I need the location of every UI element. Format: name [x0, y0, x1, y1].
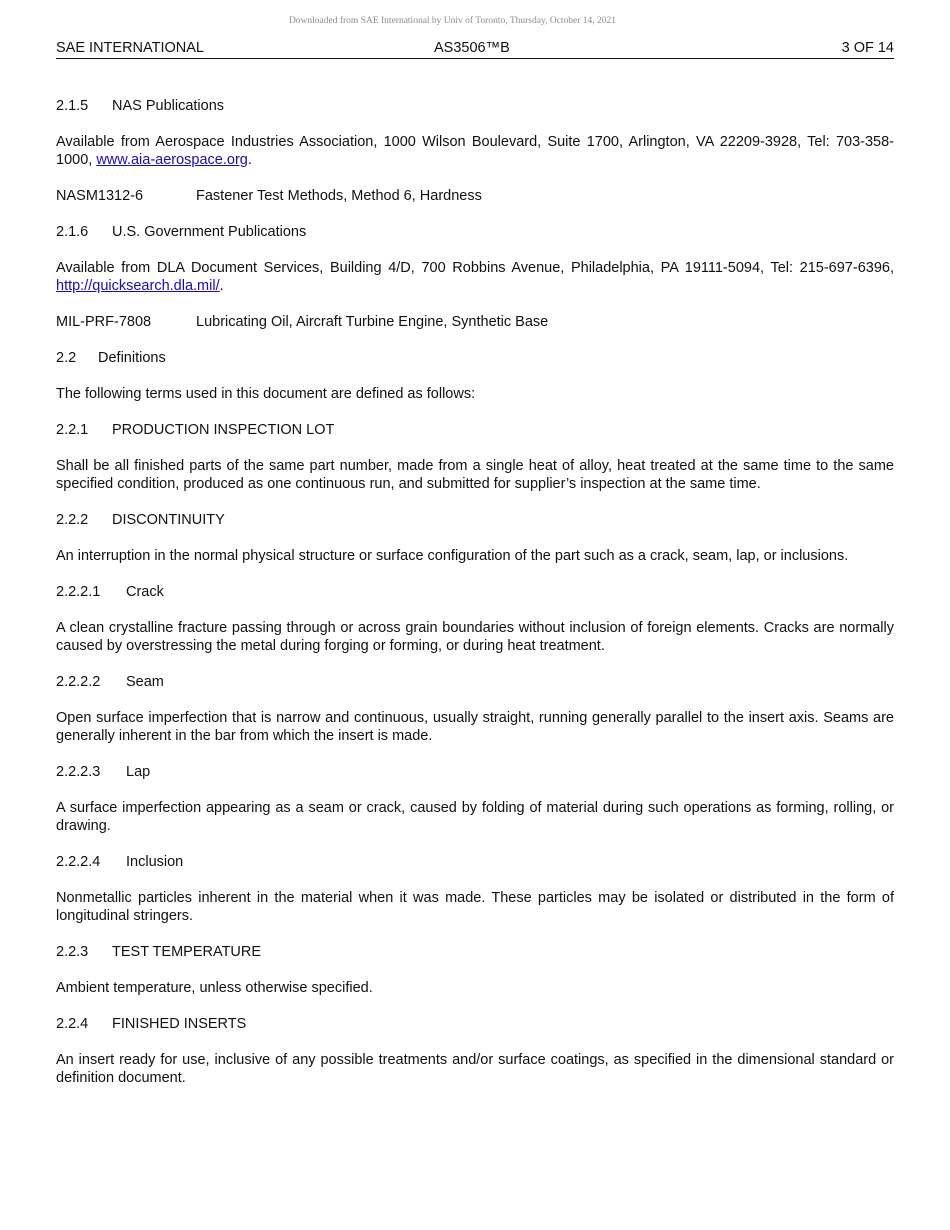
section-title: Inclusion [126, 854, 184, 870]
section-2-2-3-heading [56, 943, 894, 961]
section-2-2-2-1-heading [56, 583, 894, 601]
spec-row-mil-prf-7808 [56, 313, 894, 331]
section-title: Seam [126, 674, 164, 690]
dla-quicksearch-link[interactable]: http://quicksearch.dla.mil/ [56, 278, 220, 294]
spec-title: Fastener Test Methods, Method 6, Hardness [196, 188, 482, 204]
section-number: 2.2.2.3 [56, 764, 101, 780]
section-number: 2.2.2 [56, 512, 89, 528]
section-2-1-6-availability: Available from DLA Document Services, Building 4/D, 700 Robbins Avenue, Philadelphia, PA 19111-5094, Tel: 215-697-6396, http://quicksearch.dla.mil/. [56, 260, 894, 294]
header-page-number: 3 OF 14 [841, 40, 894, 56]
section-title: U.S. Government Publications [112, 224, 307, 240]
section-title: DISCONTINUITY [112, 512, 225, 528]
section-number: 2.2.3 [56, 944, 89, 960]
section-2-1-6-heading [56, 223, 894, 241]
section-number: 2.2.2.4 [56, 854, 101, 870]
section-2-2-2-4-body: Nonmetallic particles inherent in the material when it was made. These particles may be isolated or distributed in the form of longitudinal stringers. [56, 890, 894, 924]
section-title: Crack [126, 584, 164, 600]
spec-code: NASM1312-6 [56, 188, 144, 204]
section-2-2-2-3-body: A surface imperfection appearing as a seam or crack, caused by folding of material during such operations as forming, rolling, or drawing. [56, 800, 894, 834]
section-2-2-body: The following terms used in this document are defined as follows: [56, 386, 476, 402]
section-2-2-2-1-body: A clean crystalline fracture passing through or across grain boundaries without inclusion of foreign elements. Cracks are normally caused by overstressing the metal during forging or forming, or during heat treatment. [56, 620, 894, 654]
spec-code: MIL-PRF-7808 [56, 314, 152, 330]
section-2-2-heading [56, 349, 894, 367]
aia-website-link[interactable]: www.aia-aerospace.org [96, 152, 248, 168]
document-body [56, 97, 894, 1105]
section-2-2-4-body: An insert ready for use, inclusive of any possible treatments and/or surface coatings, as specified in the dimensional standard or definition document. [56, 1052, 894, 1086]
section-number: 2.1.5 [56, 98, 89, 114]
section-number: 2.1.6 [56, 224, 89, 240]
header-doc-number: AS3506™B [434, 40, 510, 56]
section-number: 2.2 [56, 350, 77, 366]
spec-row-nasm1312-6 [56, 187, 894, 205]
section-2-2-1-heading [56, 421, 894, 439]
section-2-2-1-body: Shall be all finished parts of the same part number, made from a single heat of alloy, heat treated at the same time to the same specified condition, produced as one continuous run, and submitted for supplier’s inspection at the same time. [56, 458, 894, 492]
section-number: 2.2.4 [56, 1016, 89, 1032]
page-header [56, 38, 894, 59]
section-2-2-2-heading [56, 511, 894, 529]
section-2-1-5-heading [56, 97, 894, 115]
download-note: Downloaded from SAE International by Univ of Toronto, Thursday, October 14, 2021 [288, 16, 617, 26]
section-2-2-2-3-heading [56, 763, 894, 781]
header-org: SAE INTERNATIONAL [56, 40, 204, 56]
section-2-2-2-4-heading [56, 853, 894, 871]
section-title: FINISHED INSERTS [112, 1016, 247, 1032]
section-title: TEST TEMPERATURE [112, 944, 262, 960]
section-title: Definitions [98, 350, 166, 366]
section-title: NAS Publications [112, 98, 225, 114]
section-number: 2.2.1 [56, 422, 89, 438]
section-number: 2.2.2.2 [56, 674, 101, 690]
spec-title: Lubricating Oil, Aircraft Turbine Engine, Synthetic Base [196, 314, 549, 330]
section-title: Lap [126, 764, 151, 780]
section-title: PRODUCTION INSPECTION LOT [112, 422, 335, 438]
section-2-2-2-body: An interruption in the normal physical structure or surface configuration of the part such as a crack, seam, lap, or inclusions. [56, 548, 849, 564]
section-number: 2.2.2.1 [56, 584, 101, 600]
section-2-2-3-body: Ambient temperature, unless otherwise specified. [56, 980, 373, 996]
section-2-2-2-2-heading [56, 673, 894, 691]
section-2-2-4-heading [56, 1015, 894, 1033]
section-2-1-5-availability: Available from Aerospace Industries Association, 1000 Wilson Boulevard, Suite 1700, Arlington, VA 22209-3928, Tel: 703-358-1000, www.aia-aerospace.org. [56, 134, 894, 168]
section-2-2-2-2-body: Open surface imperfection that is narrow and continuous, usually straight, running generally parallel to the insert axis. Seams are generally inherent in the bar from which the insert is made. [56, 710, 894, 744]
